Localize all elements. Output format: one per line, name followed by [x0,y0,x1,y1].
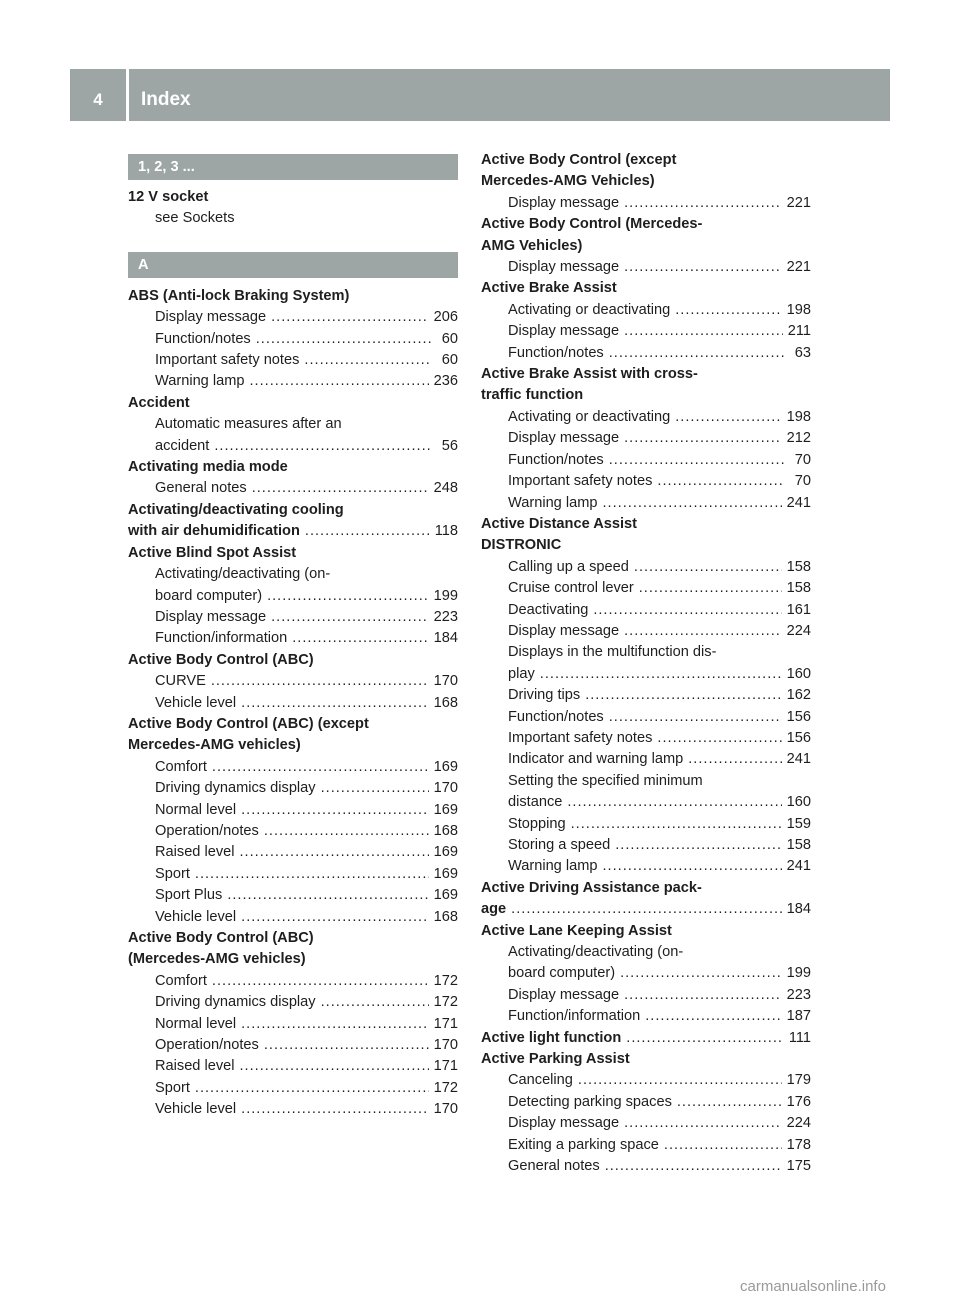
index-heading: Active Body Control (ABC) [128,930,314,946]
entry-label: Display message [155,608,267,625]
index-subentry [128,350,458,371]
entry-label: Display message [508,1115,620,1132]
page-reference: 161 [786,601,811,618]
index-subentry [481,685,811,706]
dot-leader [264,1035,429,1056]
index-heading-entry [481,1028,811,1049]
page-reference: 241 [786,751,811,768]
index-subentry [481,471,811,492]
index-subentry [128,907,458,928]
entry-label: Deactivating [508,601,589,618]
page-number: 4 [93,90,103,109]
page-reference: 156 [786,729,811,746]
index-subentry [481,963,811,984]
page-reference: 70 [794,451,811,468]
entry-label: Cruise control lever [508,580,634,597]
index-heading: AMG Vehicles) [481,237,583,254]
index-subentry [128,371,458,392]
page-reference: 223 [786,986,811,1003]
index-subentry [128,628,458,649]
dot-leader [305,521,430,542]
page-reference: 236 [433,373,458,390]
page-reference: 187 [786,1008,811,1025]
index-subentry [481,856,811,877]
index-subentry [481,749,811,770]
section-heading: A [128,252,458,278]
dot-leader [214,436,431,457]
index-subentry [481,1092,811,1113]
entry-label: with air dehumidification [128,523,300,540]
entry-label: Operation/notes [155,822,259,839]
page-reference: 170 [433,1037,458,1054]
entry-label: Warning lamp [508,858,598,875]
entry-label: Vehicle level [155,694,237,711]
index-subentry-text: Activating/deactivating (on- [155,566,331,583]
index-heading: Active Body Control (ABC) [128,651,314,668]
entry-label: Driving dynamics display [155,994,316,1011]
index-subentry [128,757,458,778]
index-subentry-text: Automatic measures after an [155,416,342,433]
page-reference: 198 [786,408,811,425]
index-heading: Activating media mode [128,459,288,476]
entry-label: Function/notes [508,708,604,725]
index-subentry [481,1135,811,1156]
entry-label: Important safety notes [155,352,300,369]
index-heading: Active Driving Assistance pack- [481,879,702,896]
index-heading: ABS (Anti-lock Braking System) [128,287,350,304]
index-subentry [481,1113,811,1134]
entry-label: Vehicle level [155,908,237,925]
page-reference: 169 [433,758,458,775]
entry-label: Detecting parking spaces [508,1093,672,1110]
page-reference: 169 [433,801,458,818]
page-reference: 60 [441,330,458,347]
dot-leader [609,343,784,364]
page-reference: 111 [788,1029,811,1046]
entry-label: play [508,665,535,682]
entry-label: Sport [155,1079,190,1096]
index-heading: Active Distance Assist [481,515,638,532]
entry-label: Function/notes [508,344,604,361]
dot-leader [624,193,782,214]
index-heading: Active Body Control (except [481,152,677,168]
page-reference: 211 [787,323,811,340]
dot-leader [626,1028,784,1049]
dot-leader [688,749,781,770]
index-heading: Active Body Control (ABC) (except [128,715,369,732]
page-reference: 223 [433,608,458,625]
index-subentry [481,835,811,856]
dot-leader [624,621,782,642]
index-heading: 12 V socket [128,189,209,205]
page-reference: 248 [433,480,458,497]
index-subentry [128,992,458,1013]
page-reference: 158 [786,837,811,853]
index-subentry [481,621,811,642]
entry-label: Active light function [481,1029,622,1046]
dot-leader [240,842,429,863]
entry-label: Activating or deactivating [508,408,671,425]
index-heading: Active Brake Assist with cross- [481,366,698,383]
dot-leader [211,671,429,692]
entry-label: Canceling [508,1072,573,1089]
index-subentry [128,885,458,906]
index-heading: Active Blind Spot Assist [128,544,297,561]
entry-label: Driving tips [508,687,581,704]
page-reference: 63 [794,344,811,361]
entry-label: Display message [508,622,620,639]
page-reference: 179 [786,1072,811,1089]
index-heading: traffic function [481,387,584,404]
index-subentry [481,557,811,578]
index-heading: (Mercedes-AMG vehicles) [128,951,306,968]
index-subentry [128,800,458,821]
dot-leader [603,493,782,514]
index-subentry [128,842,458,863]
index-heading: Mercedes-AMG vehicles) [128,737,301,754]
index-subentry [481,1006,811,1027]
page-reference: 175 [786,1158,811,1175]
dot-leader [657,471,784,492]
dot-leader [511,899,781,920]
entry-label: Raised level [155,1058,235,1075]
page-reference: 168 [433,822,458,839]
page-reference: 172 [433,994,458,1011]
page-reference: 224 [786,622,811,639]
index-subentry [481,1156,811,1177]
dot-leader [321,992,429,1013]
entry-label: Important safety notes [508,729,653,746]
dot-leader [195,1078,429,1099]
page-reference: 169 [433,887,458,904]
page-header [70,69,890,121]
dot-leader [603,856,782,877]
index-subentry [481,321,811,342]
page-reference: 241 [786,858,811,875]
entry-label: Display message [508,194,620,211]
page-reference: 162 [786,687,811,704]
dot-leader [241,907,429,928]
header-divider [126,69,129,121]
index-subentry [481,728,811,749]
index-subentry [128,329,458,350]
index-subentry [481,792,811,813]
entry-label: Comfort [155,758,207,775]
index-subentry [481,450,811,471]
index-subentry-text: see Sockets [155,210,235,227]
entry-label: General notes [508,1158,600,1175]
index-subentry [481,814,811,835]
dot-leader [624,985,782,1006]
page-reference: 221 [786,259,811,276]
index-subentry-text: Activating/deactivating (on- [508,944,684,961]
index-subentry [481,428,811,449]
index-subentry [481,193,811,214]
page-reference: 70 [794,473,811,490]
dot-leader [540,664,782,685]
dot-leader [267,586,429,607]
section-heading: 1, 2, 3 ... [128,154,458,180]
dot-leader [212,757,429,778]
entry-label: Sport Plus [155,887,223,904]
index-subentry-text: Displays in the multifunction dis- [508,644,717,661]
entry-label: board computer) [155,587,263,604]
dot-leader [624,257,782,278]
index-subentry [128,971,458,992]
index-subentry [128,307,458,328]
index-subentry-text: Setting the specified minimum [508,772,703,789]
page-title: Index [141,89,191,110]
index-subentry [128,778,458,799]
entry-label: Warning lamp [508,494,598,511]
index-subentry [481,407,811,428]
index-heading-entry [128,521,458,542]
entry-label: Stopping [508,815,566,832]
index-subentry [128,864,458,885]
watermark: carmanualsonline.info [740,1278,886,1295]
entry-label: Warning lamp [155,373,245,390]
index-heading: Active Body Control (Mercedes- [481,216,703,233]
index-subentry [128,1014,458,1035]
entry-label: Raised level [155,844,235,861]
dot-leader [624,1113,782,1134]
dot-leader [250,371,429,392]
dot-leader [304,350,431,371]
page-reference: 199 [433,587,458,604]
entry-label: Comfort [155,972,207,989]
dot-leader [585,685,781,706]
entry-label: Display message [508,986,620,1003]
entry-label: age [481,901,507,918]
page-reference: 170 [433,673,458,690]
index-subentry [128,821,458,842]
dot-leader [675,407,781,428]
page-reference: 159 [786,815,811,832]
dot-leader [264,821,429,842]
dot-leader [620,963,782,984]
page-reference: 156 [786,708,811,725]
dot-leader [609,450,784,471]
dot-leader [241,693,429,714]
entry-label: Driving dynamics display [155,780,316,797]
dot-leader [292,628,428,649]
dot-leader [657,728,781,749]
dot-leader [195,864,429,885]
entry-label: Display message [508,259,620,276]
page-reference: 160 [786,665,811,682]
entry-label: Storing a speed [508,837,611,853]
dot-leader [212,971,429,992]
entry-label: Function/information [155,630,288,647]
index-heading: Active Parking Assist [481,1051,630,1068]
index-column-right [481,150,811,1178]
index-subentry [481,493,811,514]
page-reference: 198 [786,301,811,318]
dot-leader [241,800,429,821]
dot-leader [645,1006,781,1027]
dot-leader [578,1070,782,1091]
index-heading: DISTRONIC [481,537,562,554]
page-reference: 158 [786,558,811,575]
entry-label: Display message [155,309,267,326]
index-subentry [128,478,458,499]
entry-label: General notes [155,480,247,497]
entry-label: Calling up a speed [508,558,629,575]
dot-leader [664,1135,782,1156]
dot-leader [271,307,429,328]
index-subentry [481,664,811,685]
page-reference: 170 [433,780,458,797]
entry-label: Display message [508,430,620,447]
entry-label: Indicator and warning lamp [508,751,684,768]
index-subentry [481,257,811,278]
dot-leader [241,1099,429,1120]
dot-leader [605,1156,782,1177]
entry-label: CURVE [155,673,206,690]
page-reference: 169 [433,844,458,861]
dot-leader [240,1056,429,1077]
page-reference: 56 [441,437,458,454]
dot-leader [227,885,428,906]
entry-label: Activating or deactivating [508,301,671,318]
index-subentry [128,693,458,714]
entry-label: board computer) [508,965,616,982]
index-subentry [128,1035,458,1056]
page-reference: 158 [786,580,811,597]
page-reference: 169 [433,865,458,882]
index-subentry [481,578,811,599]
index-subentry [128,1078,458,1099]
dot-leader [624,321,783,342]
dot-leader [252,478,429,499]
dot-leader [241,1014,429,1035]
index-heading: Active Lane Keeping Assist [481,922,672,939]
index-subentry [128,586,458,607]
dot-leader [321,778,429,799]
page-reference: 241 [786,494,811,511]
index-heading: Mercedes-AMG Vehicles) [481,173,655,190]
page-reference: 60 [441,352,458,369]
page-reference: 184 [433,630,458,647]
page-reference: 172 [433,1079,458,1096]
page-reference: 212 [786,430,811,447]
dot-leader [256,329,431,350]
index-column-left [128,150,458,1121]
dot-leader [567,792,781,813]
page-reference: 160 [786,794,811,811]
entry-label: Important safety notes [508,473,653,490]
entry-label: Normal level [155,801,237,818]
page-reference: 224 [786,1115,811,1132]
page-reference: 170 [433,1101,458,1118]
page-reference: 199 [786,965,811,982]
index-subentry [128,436,458,457]
index-subentry [481,600,811,621]
dot-leader [634,557,782,578]
index-heading-entry [481,899,811,920]
entry-label: Vehicle level [155,1101,237,1118]
entry-label: Function/notes [155,330,251,347]
index-subentry [128,1056,458,1077]
dot-leader [624,428,782,449]
page-reference: 221 [786,194,811,211]
page-reference: 118 [434,523,458,540]
index-subentry [481,707,811,728]
entry-label: distance [508,794,563,811]
index-subentry [481,343,811,364]
index-subentry [128,607,458,628]
index-subentry [481,985,811,1006]
dot-leader [271,607,429,628]
entry-label: Function/notes [508,451,604,468]
entry-label: Sport [155,865,190,882]
entry-label: Function/information [508,1008,641,1025]
page-reference: 171 [433,1015,458,1032]
page-reference: 206 [433,309,458,326]
entry-label: Normal level [155,1015,237,1032]
page-reference: 168 [433,908,458,925]
index-subentry [128,671,458,692]
page-reference: 171 [433,1058,458,1075]
entry-label: Exiting a parking space [508,1136,659,1153]
dot-leader [675,300,781,321]
entry-label: accident [155,437,210,454]
page-reference: 176 [786,1093,811,1110]
entry-label: Operation/notes [155,1037,259,1054]
dot-leader [615,835,781,856]
dot-leader [609,707,782,728]
index-heading: Active Brake Assist [481,280,617,297]
index-heading: Accident [128,394,190,411]
page-reference: 184 [786,901,811,918]
page-reference: 178 [786,1136,811,1153]
dot-leader [677,1092,782,1113]
index-subentry [128,1099,458,1120]
index-subentry [481,300,811,321]
dot-leader [593,600,781,621]
page-reference: 172 [433,972,458,989]
dot-leader [571,814,782,835]
index-heading: Activating/deactivating cooling [128,501,344,518]
entry-label: Display message [508,323,620,340]
page-reference: 168 [433,694,458,711]
index-subentry [481,1070,811,1091]
dot-leader [639,578,782,599]
